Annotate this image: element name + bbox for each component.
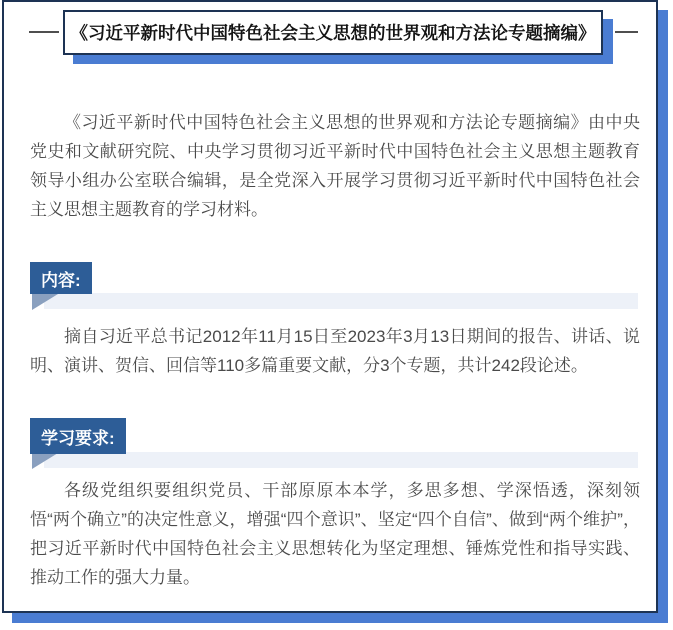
page-title: 《习近平新时代中国特色社会主义思想的世界观和方法论专题摘编》 bbox=[70, 23, 596, 43]
section-underline-bar bbox=[44, 452, 638, 468]
content-paragraph: 摘自习近平总书记2012年11月15日至2023年3月13日期间的报告、讲话、说明、演讲、贺信、回信等110多篇重要文献，分3个专题，共计242段论述。 bbox=[30, 327, 640, 375]
title-connector-line-left bbox=[29, 31, 59, 33]
section-underline-bar bbox=[44, 293, 638, 309]
intro-paragraph: 《习近平新时代中国特色社会主义思想的世界观和方法论专题摘编》由中央党史和文献研究院、中央学习贯彻习近平新时代中国特色社会主义思想主题教育领导小组办公室联合编辑，是全党深入开展学习贯彻习近平新时代中国特色社会主义思想主题教育的学习材料。 bbox=[30, 113, 640, 219]
section-label-text: 内容: bbox=[41, 270, 81, 290]
requirements-paragraph: 各级党组织要组织党员、干部原原本本学，多思多想、学深悟透，深刻领悟“两个确立”的决定性意义，增强“四个意识”、坚定“四个自信”、做到“两个维护”，把习近平新时代中国特色社会主义思想转化为坚定理想、锤炼党性和指导实践、推动工作的强大力量。 bbox=[30, 481, 640, 587]
title-connector-line-right bbox=[615, 31, 638, 33]
ribbon-fold bbox=[32, 453, 58, 469]
section-label-requirements bbox=[30, 418, 126, 454]
section-label-text: 学习要求: bbox=[41, 428, 115, 448]
section-label-content bbox=[30, 262, 92, 294]
ribbon-fold bbox=[32, 294, 58, 310]
title-banner bbox=[63, 10, 603, 55]
